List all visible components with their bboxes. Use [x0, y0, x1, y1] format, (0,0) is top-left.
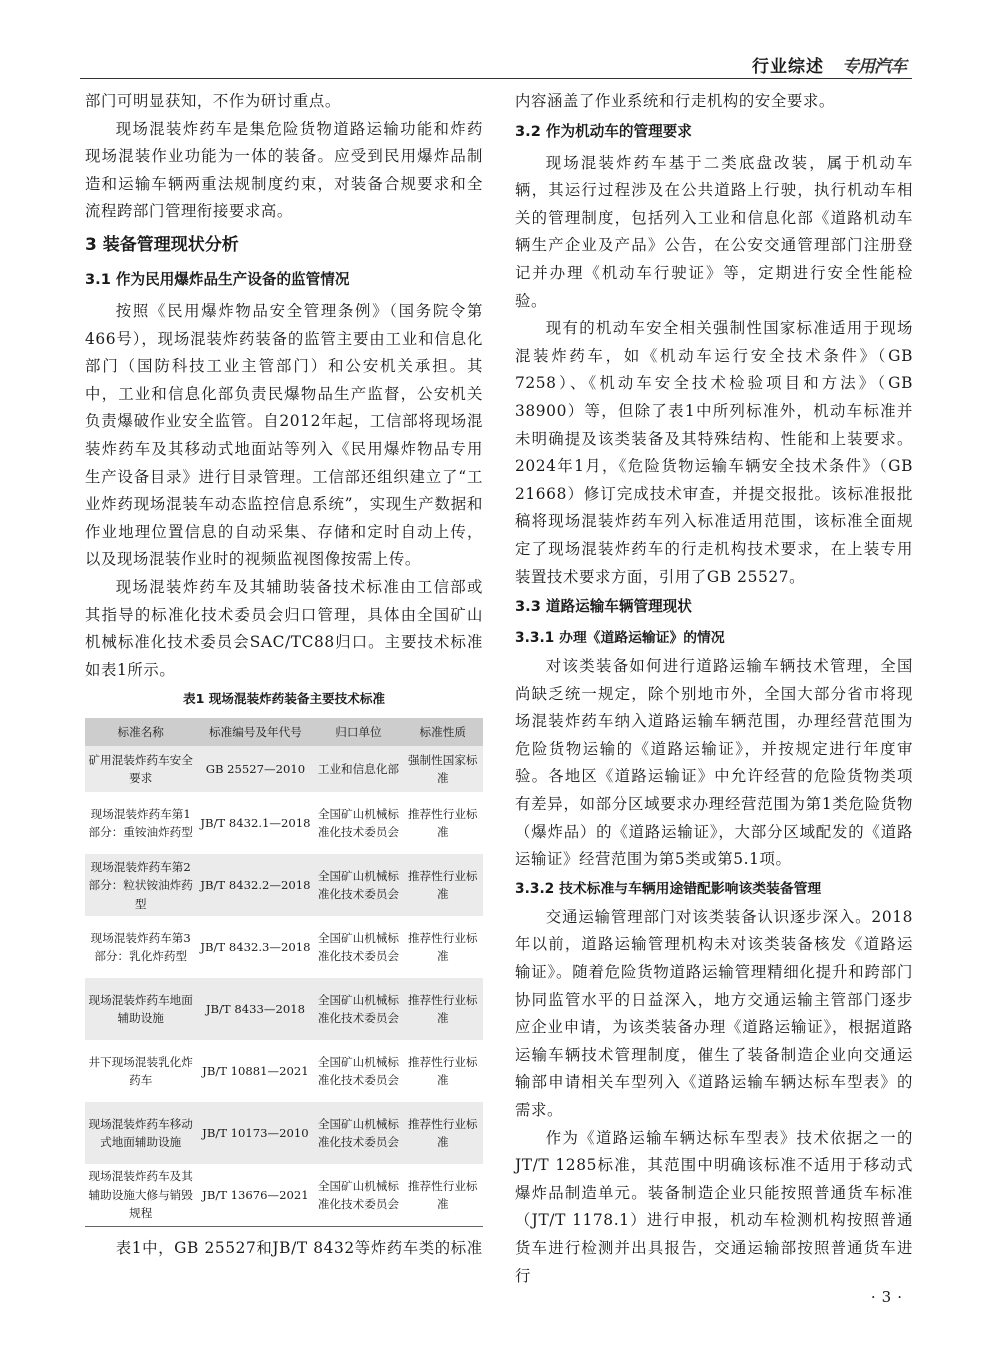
journal-logo: 专用汽车	[842, 57, 906, 77]
subsection-heading-3-3: 3.3 道路运输车辆管理现状	[515, 598, 692, 616]
paragraph: 对该类装备如何进行道路运输车辆技术管理，全国尚缺乏统一规定，除个别地市外，全国大部分省市将现场混装炸药车纳入道路运输车辆范围，办理经营范围为危险货物运输的《道路运输证》，并按规定进行年度审验。各地区《道路运输证》中允许经营的危险货物类项有差异，如部分区域要求办理经营范围为第1类危险货物（爆炸品）的《道路运输证》，大部分区域配发的《道路运输证》经营范围为第5类或第5.1项。	[515, 657, 913, 869]
table-row	[85, 916, 483, 978]
table-row	[85, 792, 483, 854]
cell-standard-code: JB/T 10173—2010	[196, 1102, 314, 1164]
table-row	[85, 978, 483, 1040]
page-header	[0, 0, 992, 78]
page-number: ·3·	[870, 1288, 908, 1306]
standards-table	[85, 718, 483, 1227]
cell-standard-code: JB/T 8432.1—2018	[196, 792, 314, 854]
paragraph: 部门可明显获知，不作为研讨重点。	[85, 92, 341, 110]
paragraph: 交通运输管理部门对该类装备认识逐步深入。2018年以前，道路运输管理机构未对该类装备核发《道路运输证》。随着危险货物道路运输管理精细化提升和跨部门协同监管水平的日益深入，地方交通运输主管部门逐步应企业申请，为该类装备办理《道路运输证》，根据道路运输车辆技术管理制度，催生了装备制造企业向交通运输部申请相关车型列入《道路运输车辆达标车型表》的需求。	[515, 907, 913, 1119]
table-row	[85, 1164, 483, 1226]
cell-standard-nature: 推荐性行业标准	[402, 978, 483, 1040]
cell-standard-name: 现场混装炸药车第2部分：粒状铵油炸药型	[85, 854, 196, 916]
table-caption: 表1 现场混装炸药装备主要技术标准	[182, 691, 386, 707]
subsection-heading-3-3-2: 3.3.2 技术标准与车辆用途错配影响该类装备管理	[515, 880, 822, 897]
cell-standard-name: 现场混装炸药车及其辅助设施大修与销毁规程	[85, 1164, 196, 1226]
cell-standard-nature: 强制性国家标准	[402, 746, 483, 792]
cell-standard-nature: 推荐性行业标准	[402, 1164, 483, 1226]
cell-standard-unit: 全国矿山机械标准化技术委员会	[314, 978, 402, 1040]
section-label: 行业综述	[752, 57, 824, 77]
table-row	[85, 1040, 483, 1102]
paragraph: 现有的机动车安全相关强制性国家标准适用于现场混装炸药车，如《机动车运行安全技术条件》（GB 7258）、《机动车安全技术检验项目和方法》（GB 38900）等，但除了表1中所列标准外，机动车标准并未明确提及该类装备及其特殊结构、性能和上装要求。2024年1月，《危险货物运输车辆安全技术条件》（GB 21668）修订完成技术审查，并提交报批。该标准报批稿将现场混装炸药车列入标准适用范围，该标准全面规定了现场混装炸药车的行走机构技术要求，在上装专用装置技术要求方面，引用了GB 25527。	[515, 319, 913, 586]
header-rule	[80, 78, 912, 79]
paragraph: 现场混装炸药车及其辅助装备技术标准由工信部或其指导的标准化技术委员会归口管理，具体由全国矿山机械标准化技术委员会SAC/TC88归口。主要技术标准如表1所示。	[85, 577, 483, 679]
cell-standard-unit: 工业和信息化部	[314, 746, 402, 792]
table-header-cell: 标准编号及年代号	[196, 718, 314, 746]
paragraph: 表1中，GB 25527和JB/T 8432等炸药车类的标准	[115, 1238, 483, 1257]
cell-standard-name: 现场混装炸药车第3部分：乳化炸药型	[85, 916, 196, 978]
cell-standard-nature: 推荐性行业标准	[402, 1040, 483, 1102]
table-header-row	[85, 718, 483, 746]
cell-standard-unit: 全国矿山机械标准化技术委员会	[314, 854, 402, 916]
cell-standard-code: JB/T 13676—2021	[196, 1164, 314, 1226]
right-column	[515, 88, 913, 1290]
subsection-heading-3-3-1: 3.3.1 办理《道路运输证》的情况	[515, 630, 725, 647]
table-row	[85, 854, 483, 916]
cell-standard-unit: 全国矿山机械标准化技术委员会	[314, 1164, 402, 1226]
table-header-cell: 标准性质	[402, 718, 483, 746]
cell-standard-name: 现场混装炸药车移动式地面辅助设施	[85, 1102, 196, 1164]
cell-standard-unit: 全国矿山机械标准化技术委员会	[314, 1040, 402, 1102]
paragraph: 现场混装炸药车基于二类底盘改装，属于机动车辆，其运行过程涉及在公共道路上行驶，执行机动车相关的管理制度，包括列入工业和信息化部《道路机动车辆生产企业及产品》公告，在公安交通管理部门注册登记并办理《机动车行驶证》等，定期进行安全性能检验。	[515, 153, 913, 310]
cell-standard-name: 矿用混装炸药车安全要求	[85, 746, 196, 792]
cell-standard-code: JB/T 8432.2—2018	[196, 854, 314, 916]
cell-standard-nature: 推荐性行业标准	[402, 1102, 483, 1164]
section-heading-3: 3 装备管理现状分析	[85, 234, 239, 255]
left-column	[85, 88, 483, 1262]
cell-standard-code: JB/T 8433—2018	[196, 978, 314, 1040]
table-row	[85, 746, 483, 792]
cell-standard-code: GB 25527—2010	[196, 746, 314, 792]
cell-standard-code: JB/T 8432.3—2018	[196, 916, 314, 978]
cell-standard-unit: 全国矿山机械标准化技术委员会	[314, 1102, 402, 1164]
paragraph: 现场混装炸药车是集危险货物道路运输功能和炸药现场混装作业功能为一体的装备。应受到民用爆炸品制造和运输车辆两重法规制度约束，对装备合规要求和全流程跨部门管理衔接要求高。	[85, 119, 483, 221]
cell-standard-unit: 全国矿山机械标准化技术委员会	[314, 792, 402, 854]
cell-standard-nature: 推荐性行业标准	[402, 854, 483, 916]
subsection-heading-3-2: 3.2 作为机动车的管理要求	[515, 122, 692, 140]
table-header-cell: 标准名称	[85, 718, 196, 746]
paragraph: 按照《民用爆炸物品安全管理条例》（国务院令第466号），现场混装炸药装备的监管主要由工业和信息化部门（国防科技工业主管部门）和公安机关承担。其中，工业和信息化部负责民爆物品生产监督，公安机关负责爆破作业安全监管。自2012年起，工信部将现场混装炸药车及其移动式地面站等列入《民用爆炸物品专用生产设备目录》进行目录管理。工信部还组织建立了“工业炸药现场混装车动态监控信息系统”，实现生产数据和作业地理位置信息的自动采集、存储和定时自动上传，以及现场混装作业时的视频监视图像按需上传。	[85, 301, 483, 569]
cell-standard-nature: 推荐性行业标准	[402, 916, 483, 978]
table-header-cell: 归口单位	[314, 718, 402, 746]
cell-standard-name: 井下现场混装乳化炸药车	[85, 1040, 196, 1102]
cell-standard-unit: 全国矿山机械标准化技术委员会	[314, 916, 402, 978]
paragraph: 内容涵盖了作业系统和行走机构的安全要求。	[515, 92, 835, 110]
subsection-heading-3-1: 3.1 作为民用爆炸品生产设备的监管情况	[85, 270, 350, 288]
cell-standard-name: 现场混装炸药车地面辅助设施	[85, 978, 196, 1040]
paragraph: 作为《道路运输车辆达标车型表》技术依据之一的JT/T 1285标准，其范围中明确该标准不适用于移动式爆炸品制造单元。装备制造企业只能按照普通货车标准（JT/T 1178.1）进行申报，机动车检测机构按照普通货车进行检测并出具报告，交通运输部按照普通货车进行	[515, 1128, 913, 1285]
table-row	[85, 1102, 483, 1164]
cell-standard-nature: 推荐性行业标准	[402, 792, 483, 854]
cell-standard-code: JB/T 10881—2021	[196, 1040, 314, 1102]
cell-standard-name: 现场混装炸药车第1部分：重铵油炸药型	[85, 792, 196, 854]
